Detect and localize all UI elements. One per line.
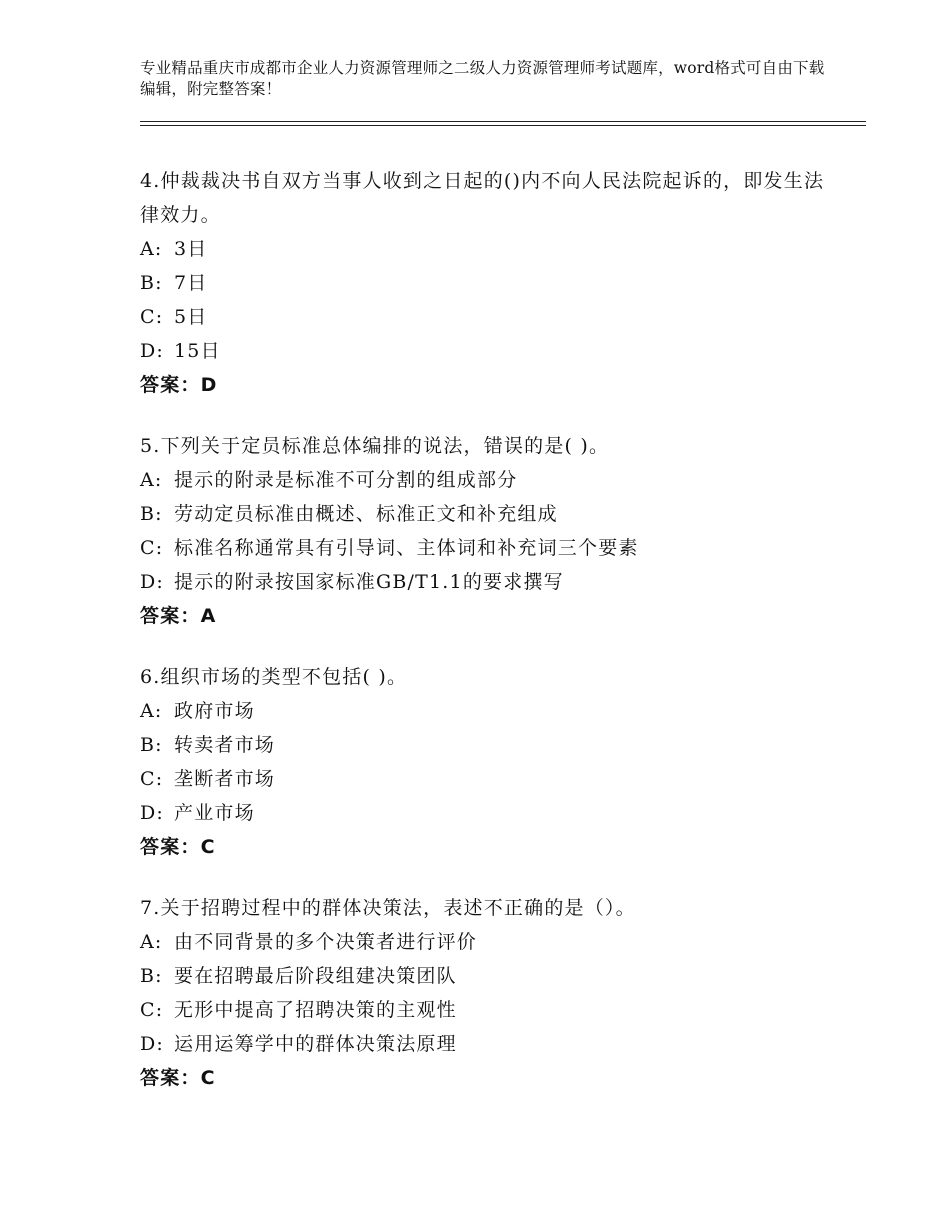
option-d <box>140 334 840 368</box>
document-header: 专业精品重庆市成都市企业人力资源管理师之二级人力资源管理师考试题库，word格式可自由下载编辑，附完整答案！ <box>140 59 825 98</box>
option-key: B: <box>140 965 163 987</box>
option-key: C: <box>140 306 164 328</box>
option-key: D: <box>140 571 165 593</box>
option-key: C: <box>140 768 164 790</box>
option-text: 由不同背景的多个决策者进行评价 <box>174 931 478 953</box>
option-text: 运用运筹学中的群体决策法原理 <box>174 1033 457 1055</box>
option-key: D: <box>140 340 165 362</box>
option-b <box>140 497 840 531</box>
option-d <box>140 565 840 599</box>
option-text: 转卖者市场 <box>174 734 276 756</box>
answer-line: 答案：D <box>140 374 218 396</box>
question-5 <box>140 429 840 633</box>
question-stem: 6.组织市场的类型不包括( )。 <box>140 666 408 688</box>
option-d <box>140 796 840 830</box>
option-text: 标准名称通常具有引导词、主体词和补充词三个要素 <box>174 537 639 559</box>
question-stem: 5.下列关于定员标准总体编排的说法，错误的是( )。 <box>140 435 610 457</box>
option-text: 3日 <box>174 238 208 260</box>
question-stem: 7.关于招聘过程中的群体决策法，表述不正确的是（）。 <box>140 897 636 919</box>
option-c <box>140 762 840 796</box>
header-divider-bottom <box>140 125 866 126</box>
option-text: 政府市场 <box>174 700 255 722</box>
option-text: 15日 <box>174 340 221 362</box>
option-text: 要在招聘最后阶段组建决策团队 <box>174 965 457 987</box>
option-key: B: <box>140 734 163 756</box>
option-a <box>140 232 840 266</box>
option-a <box>140 925 840 959</box>
header-divider-top <box>140 121 866 122</box>
option-key: A: <box>140 931 163 953</box>
option-c <box>140 993 840 1027</box>
answer-line: 答案：C <box>140 1067 216 1089</box>
option-c <box>140 531 840 565</box>
option-b <box>140 266 840 300</box>
option-text: 提示的附录按国家标准GB/T1.1的要求撰写 <box>174 571 564 593</box>
option-text: 产业市场 <box>174 802 255 824</box>
option-c <box>140 300 840 334</box>
question-list <box>140 164 840 1122</box>
option-a <box>140 694 840 728</box>
option-key: D: <box>140 802 165 824</box>
option-text: 5日 <box>174 306 208 328</box>
option-a <box>140 463 840 497</box>
option-text: 提示的附录是标准不可分割的组成部分 <box>174 469 518 491</box>
option-key: B: <box>140 503 163 525</box>
option-text: 垄断者市场 <box>174 768 276 790</box>
option-key: B: <box>140 272 163 294</box>
option-text: 劳动定员标准由概述、标准正文和补充组成 <box>174 503 558 525</box>
option-text: 7日 <box>174 272 208 294</box>
option-d <box>140 1027 840 1061</box>
option-key: D: <box>140 1033 165 1055</box>
question-stem: 4.仲裁裁决书自双方当事人收到之日起的()内不向人民法院起诉的，即发生法律效力。 <box>140 170 825 226</box>
question-4 <box>140 164 840 402</box>
option-key: A: <box>140 469 163 491</box>
question-7 <box>140 891 840 1095</box>
option-b <box>140 728 840 762</box>
option-key: C: <box>140 999 164 1021</box>
option-key: C: <box>140 537 164 559</box>
option-key: A: <box>140 700 163 722</box>
answer-line: 答案：C <box>140 836 216 858</box>
question-6 <box>140 660 840 864</box>
option-b <box>140 959 840 993</box>
option-key: A: <box>140 238 163 260</box>
answer-line: 答案：A <box>140 605 217 627</box>
option-text: 无形中提高了招聘决策的主观性 <box>174 999 457 1021</box>
